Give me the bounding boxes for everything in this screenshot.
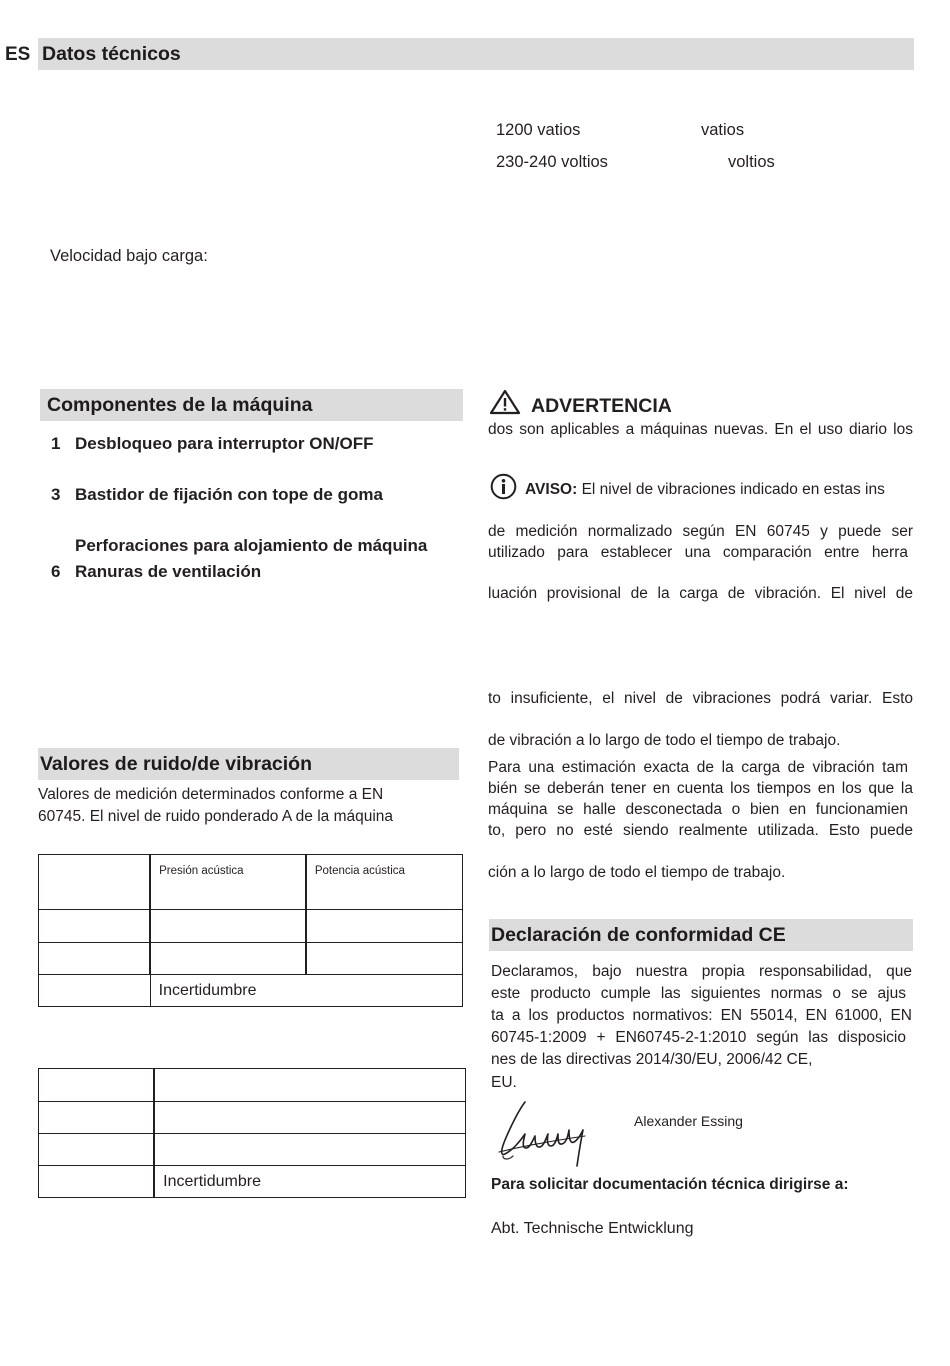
component-item xyxy=(51,433,373,455)
component-number: 3 xyxy=(51,485,61,504)
table-cell xyxy=(150,910,306,943)
section-header-components xyxy=(40,389,463,421)
warning-triangle-icon xyxy=(489,389,521,415)
table-cell xyxy=(39,943,151,975)
section-title: Datos técnicos xyxy=(42,43,181,65)
uncertainty-label: Incertidumbre xyxy=(158,982,257,999)
table-cell xyxy=(306,910,463,943)
notice-text: El nivel de vibraciones indicado en estas ins xyxy=(581,481,885,498)
component-label: Desbloqueo para interruptor ON/OFF xyxy=(75,434,374,453)
notice-text-line: de medición normalizado según EN 60745 y puede ser xyxy=(488,523,913,540)
table-cell xyxy=(39,975,151,1007)
table-cell xyxy=(39,1166,155,1198)
notice-text-line: ción a lo largo de todo el tiempo de trabajo. xyxy=(488,864,786,881)
notice-line xyxy=(525,479,913,500)
info-circle-icon xyxy=(490,473,517,500)
ce-text-line: nes de las directivas 2014/30/EU, 2006/42 CE, xyxy=(491,1051,813,1068)
ce-text-line: este producto cumple las siguientes normas o se ajus xyxy=(491,985,906,1002)
power-unit: vatios xyxy=(701,121,745,139)
ce-text-line: ta a los productos normativos: EN 55014, EN 61000, EN xyxy=(491,1007,912,1024)
voltage-unit: voltios xyxy=(728,153,775,171)
speed-label: Velocidad bajo carga: xyxy=(50,247,208,265)
notice-text-line: Para una estimación exacta de la carga de vibración tam xyxy=(488,759,908,776)
section-header-ce-declaration xyxy=(489,919,913,951)
table-cell xyxy=(150,975,462,1007)
section-title: Componentes de la máquina xyxy=(47,394,313,416)
ce-text-line: EU. xyxy=(491,1074,517,1091)
notice-text-line: de vibración a lo largo de todo el tiempo de trabajo. xyxy=(488,732,841,749)
uncertainty-label: Incertidumbre xyxy=(163,1173,261,1190)
component-item xyxy=(51,561,261,583)
noise-text-line: 60745. El nivel de ruido ponderado A de la máquina xyxy=(38,808,394,825)
component-label: Ranuras de ventilación xyxy=(75,562,262,581)
component-number: 1 xyxy=(51,434,61,453)
component-label: Perforaciones para alojamiento de máquina xyxy=(75,536,428,555)
table-cell xyxy=(150,943,306,975)
ce-text-line: Declaramos, bajo nuestra propia responsabilidad, que xyxy=(491,963,912,980)
table-header-cell xyxy=(150,855,306,910)
section-title: Valores de ruido/de vibración xyxy=(40,753,313,775)
component-item xyxy=(51,535,427,557)
component-number: 6 xyxy=(51,562,61,581)
table-cell xyxy=(154,1134,465,1166)
noise-text-line: Valores de medición determinados conforme a EN xyxy=(38,786,384,803)
vibration-table xyxy=(38,1068,466,1198)
documentation-contact-label: Para solicitar documentación técnica dirigirse a: xyxy=(491,1176,849,1193)
warning-text-line: dos son aplicables a máquinas nuevas. En el uso diario los xyxy=(488,421,913,438)
component-item xyxy=(51,484,383,506)
table-cell xyxy=(154,1102,465,1134)
notice-text-line: luación provisional de la carga de vibración. El nivel de xyxy=(488,585,913,602)
table-cell xyxy=(306,943,463,975)
notice-text-line: utilizado para establecer una comparación entre herra xyxy=(488,544,908,561)
notice-label: AVISO: xyxy=(525,481,578,498)
notice-text-line: to, pero no esté siendo realmente utilizada. Esto puede xyxy=(488,822,913,839)
table-cell xyxy=(39,855,151,910)
sound-power-header: Potencia acústica xyxy=(314,865,405,877)
department-name: Abt. Technische Entwicklung xyxy=(491,1220,694,1237)
voltage-value: 230-240 voltios xyxy=(496,153,608,171)
section-title: Declaración de conformidad CE xyxy=(491,924,786,946)
language-tag: ES xyxy=(5,44,31,65)
section-header-noise-vibration xyxy=(38,748,459,780)
section-header-technical-data xyxy=(38,38,914,70)
signature-image xyxy=(495,1096,591,1172)
signer-name: Alexander Essing xyxy=(634,1113,743,1129)
table-cell xyxy=(39,1134,155,1166)
table-cell xyxy=(39,1102,155,1134)
table-cell xyxy=(39,910,151,943)
power-value: 1200 vatios xyxy=(496,121,581,139)
notice-text-line: to insuficiente, el nivel de vibraciones podrá variar. Esto xyxy=(488,690,913,707)
component-label: Bastidor de fijación con tope de goma xyxy=(75,485,383,504)
table-cell xyxy=(39,1069,155,1102)
warning-title: ADVERTENCIA xyxy=(531,395,672,417)
sound-pressure-header: Presión acústica xyxy=(159,865,244,877)
ce-text-line: 60745-1:2009 + EN60745-2-1:2010 según las disposicio xyxy=(491,1029,906,1046)
table-cell xyxy=(154,1166,465,1198)
notice-text-line: máquina se halle desconectada o bien en funcionamien xyxy=(488,801,908,818)
table-header-cell xyxy=(306,855,463,910)
noise-table xyxy=(38,854,463,1007)
table-cell xyxy=(154,1069,465,1102)
notice-text-line: bién se deberán tener en cuenta los tiempos en los que la xyxy=(488,780,913,797)
